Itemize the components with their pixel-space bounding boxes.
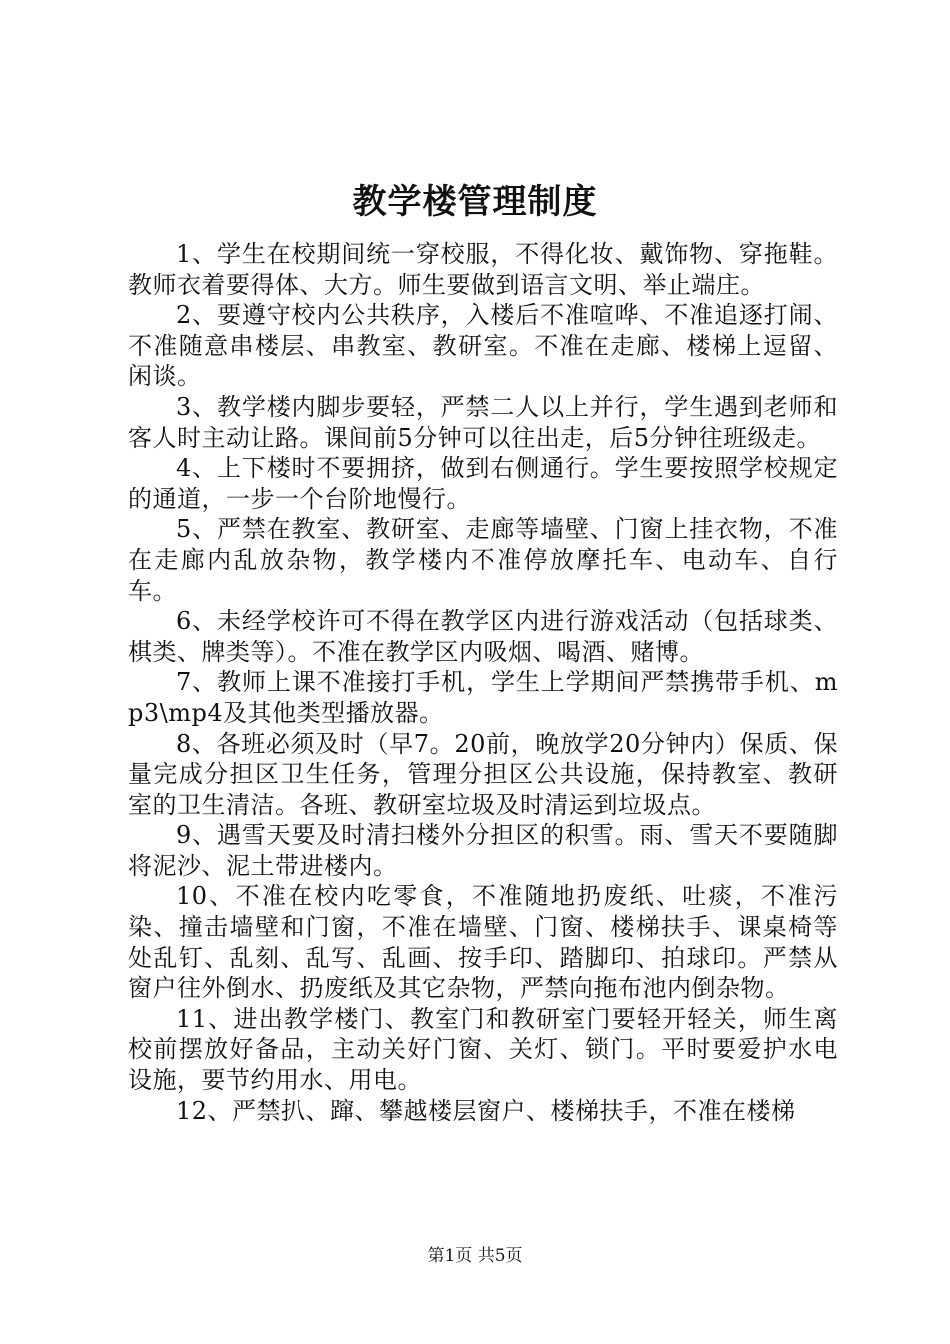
paragraph-5: 5、严禁在教室、教研室、走廊等墙壁、门窗上挂衣物，不准在走廊内乱放杂物，教学楼内不准停放摩托车、电动车、自行车。 (128, 515, 838, 605)
paragraph-3: 3、教学楼内脚步要轻，严禁二人以上并行，学生遇到老师和客人时主动让路。课间前5分钟可以往出走，后5分钟往班级走。 (128, 392, 838, 452)
paragraph-8: 8、各班必须及时（早7。20前，晚放学20分钟内）保质、保量完成分担区卫生任务，管理分担区公共设施，保持教室、教研室的卫生清洁。各班、教研室垃圾及时清运到垃圾点。 (128, 729, 838, 819)
paragraph-2: 2、要遵守校内公共秩序，入楼后不准喧哗、不准追逐打闹、不准随意串楼层、串教室、教研室。不准在走廊、楼梯上逗留、闲谈。 (128, 301, 838, 391)
paragraph-11: 11、进出教学楼门、教室门和教研室门要轻开轻关，师生离校前摆放好备品，主动关好门窗、关灯、锁门。平时要爱护水电设施，要节约用水、用电。 (128, 1004, 838, 1095)
paragraph-9: 9、遇雪天要及时清扫楼外分担区的积雪。雨、雪天不要随脚将泥沙、泥土带进楼内。 (128, 821, 838, 880)
paragraph-10: 10、不准在校内吃零食，不准随地扔废纸、吐痰，不准污染、撞击墙壁和门窗，不准在墙壁、门窗、楼梯扶手、课桌椅等处乱钉、乱刻、乱写、乱画、按手印、踏脚印、拍球印。严禁从窗户往外倒水、扔废纸及其它杂物，严禁向拖布池内倒杂物。 (128, 882, 838, 1003)
document-body (128, 239, 838, 1126)
paragraph-4: 4、上下楼时不要拥挤，做到右侧通行。学生要按照学校规定的通道，一步一个台阶地慢行。 (128, 454, 838, 513)
paragraph-1: 1、学生在校期间统一穿校服，不得化妆、戴饰物、穿拖鞋。教师衣着要得体、大方。师生要做到语言文明、举止端庄。 (128, 240, 838, 299)
paragraph-12: 12、严禁扒、蹿、攀越楼层窗户、楼梯扶手，不准在楼梯 (176, 1096, 796, 1125)
paragraph-6: 6、未经学校许可不得在教学区内进行游戏活动（包括球类、棋类、牌类等）。不准在教学区内吸烟、喝酒、赌博。 (128, 607, 838, 666)
page-footer: 第1页 共5页 (427, 1246, 523, 1266)
document-title: 教学楼管理制度 (352, 182, 598, 222)
paragraph-7: 7、教师上课不准接打手机，学生上学期间严禁携带手机、mp3\mp4及其他类型播放器。 (128, 668, 838, 727)
